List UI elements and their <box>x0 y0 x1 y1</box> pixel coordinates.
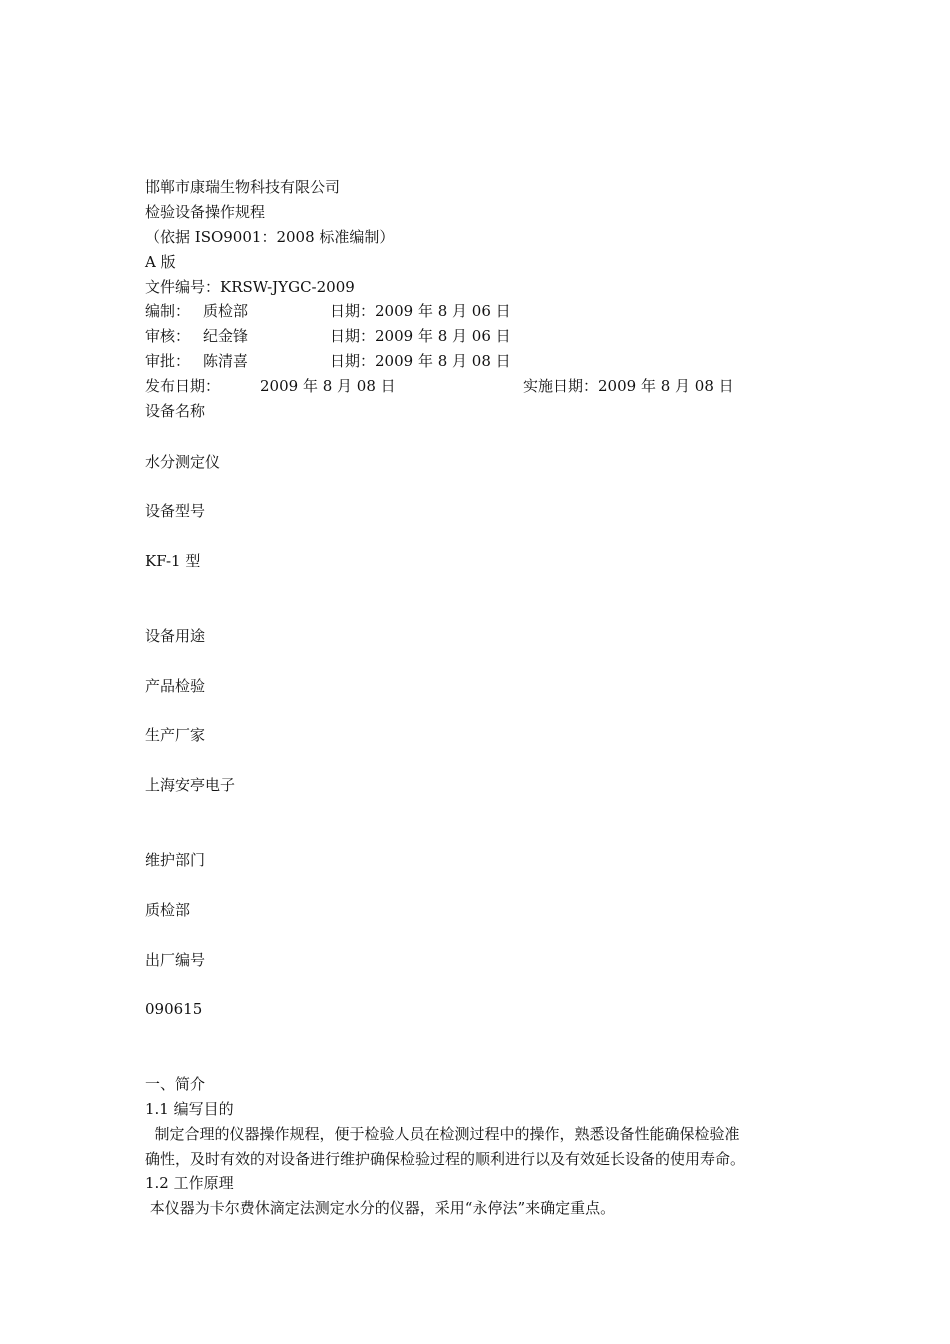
signoff-date: 日期：2009 年 8 月 08 日 <box>330 352 511 370</box>
maintenance-dept-value: 质检部 <box>145 901 191 919</box>
signoff-row-approved <box>145 351 745 371</box>
release-label: 发布日期： <box>145 377 221 395</box>
maintenance-dept-label: 维护部门 <box>145 851 206 869</box>
signoff-person: 陈清喜 <box>203 352 249 370</box>
equipment-use-value: 产品检验 <box>145 677 206 695</box>
signoff-row-prepared <box>145 301 745 321</box>
signoff-row-reviewed <box>145 326 745 346</box>
equipment-name-value: 水分测定仪 <box>145 453 221 471</box>
signoff-date: 日期：2009 年 8 月 06 日 <box>330 327 511 345</box>
purpose-paragraph-line-2: 确性，及时有效的对设备进行维护确保检验过程的顺利进行以及有效延长设备的使用寿命。 <box>145 1150 746 1168</box>
release-row <box>145 376 805 396</box>
serial-number-label: 出厂编号 <box>145 951 206 969</box>
equipment-name-label: 设备名称 <box>145 402 206 420</box>
subsection-heading-purpose: 1.1 编写目的 <box>145 1100 234 1118</box>
signoff-person: 质检部 <box>203 302 249 320</box>
section-heading-intro: 一、简介 <box>145 1075 206 1093</box>
serial-number-value: 090615 <box>145 1000 203 1018</box>
signoff-date: 日期：2009 年 8 月 06 日 <box>330 302 511 320</box>
subsection-heading-principle: 1.2 工作原理 <box>145 1174 234 1192</box>
document-title: 检验设备操作规程 <box>145 203 266 221</box>
signoff-role: 审批： <box>145 352 191 370</box>
manufacturer-value: 上海安亭电子 <box>145 776 236 794</box>
equipment-model-value: KF-1 型 <box>145 552 201 570</box>
signoff-person: 纪金锋 <box>203 327 249 345</box>
equipment-use-label: 设备用途 <box>145 627 206 645</box>
version-label: A 版 <box>145 253 176 271</box>
implementation-date: 实施日期：2009 年 8 月 08 日 <box>523 377 734 395</box>
manufacturer-label: 生产厂家 <box>145 726 206 744</box>
equipment-model-label: 设备型号 <box>145 502 206 520</box>
company-name: 邯郸市康瑞生物科技有限公司 <box>145 178 341 196</box>
release-date: 2009 年 8 月 08 日 <box>260 377 396 395</box>
signoff-role: 审核： <box>145 327 191 345</box>
principle-paragraph: 本仪器为卡尔费休滴定法测定水分的仪器，采用“永停法”来确定重点。 <box>145 1199 616 1217</box>
purpose-paragraph-line-1: 制定合理的仪器操作规程，便于检验人员在检测过程中的操作，熟悉设备性能确保检验准 <box>145 1125 740 1143</box>
signoff-role: 编制： <box>145 302 191 320</box>
standard-basis: （依据 ISO9001：2008 标准编制） <box>145 228 395 246</box>
file-number: 文件编号：KRSW-JYGC-2009 <box>145 278 355 296</box>
